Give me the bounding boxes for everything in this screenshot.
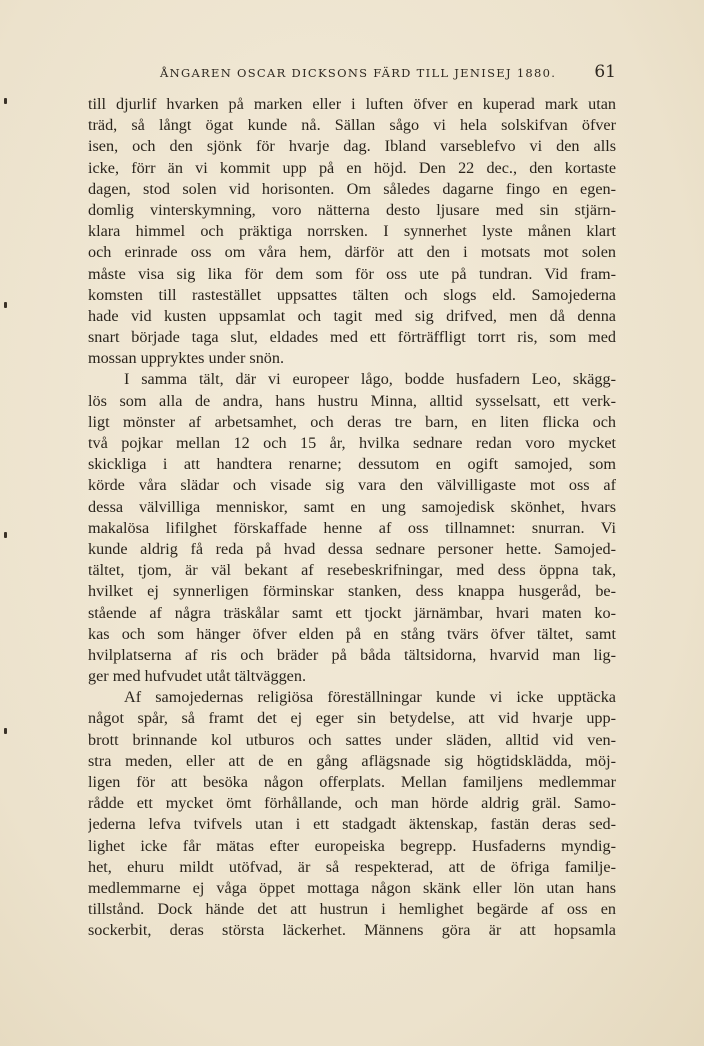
text-line: kas och som hänger öfver elden på en stång tvärs öfver tältet, samt bbox=[88, 624, 616, 643]
text-line: skickliga i att handtera renarne; dessutom en ogift samojed, som bbox=[88, 455, 616, 474]
page-edge-mark bbox=[4, 98, 7, 104]
page-edge-mark bbox=[4, 728, 7, 734]
page-edge-mark bbox=[4, 302, 7, 308]
text-line: hvilket ej synnerligen förminskar stanken, dess knappa husgeråd, be- bbox=[88, 582, 616, 601]
text-line: lighet icke får mätas efter europeiska begrepp. Husfaderns myndig- bbox=[88, 836, 616, 855]
text-line: dessa välvilliga menniskor, samt en ung samojedisk skönhet, hvars bbox=[88, 497, 616, 516]
text-line: het, ehuru mildt utöfvad, är så respekterad, att de öfriga familje- bbox=[88, 857, 616, 876]
text-line: stra meden, eller att de en gång aflägsnade sig högtidsklädda, möj- bbox=[88, 751, 616, 770]
text-line: klara himmel och präktiga norrsken. I synnerhet lyste månen klart bbox=[88, 222, 616, 241]
text-line: Af samojedernas religiösa föreställningar kunde vi icke upptäcka bbox=[124, 688, 616, 707]
text-line: lös som alla de andra, hans hustru Minna, alltid sysselsatt, ett verk- bbox=[88, 391, 616, 410]
text-line: medlemmarne ej våga öppet mottaga någon skänk eller lön utan hans bbox=[88, 878, 616, 897]
text-line: träd, så långt ögat kunde nå. Sällan sågo vi hela solskifvan öfver bbox=[88, 116, 616, 135]
text-line: rådde ett mycket ömt förhållande, och man hörde aldrig gräl. Samo- bbox=[88, 794, 616, 813]
text-line: ligen för att besöka någon offerplats. Mellan familjens medlemmar bbox=[88, 773, 616, 791]
text-line: körde våra slädar och visade sig vara den välvilligaste mot oss af bbox=[88, 476, 616, 495]
text-line: och erinrade oss om våra hem, därför att den i motsats mot solen bbox=[88, 243, 616, 262]
text-line: tältet, tjom, är väl bekant af resebeskrifningar, med dess öppna tak, bbox=[88, 561, 616, 580]
page-number: 61 bbox=[594, 62, 616, 82]
page-edge-mark bbox=[4, 532, 7, 538]
text-line: jederna lefva tvifvels utan i ett stadgadt äktenskap, fastän deras sed- bbox=[88, 815, 616, 834]
text-line: snart började taga slut, eldades med ett förträffligt torrt ris, som med bbox=[88, 328, 616, 347]
text-line: två pojkar mellan 12 och 15 år, hvilka sednare redan voro mycket bbox=[88, 434, 616, 452]
running-title: ÅNGAREN OSCAR DICKSONS FÄRD TILL JENISEJ 1880. bbox=[160, 66, 557, 80]
text-line: till djurlif hvarken på marken eller i luften öfver en kuperad mark utan bbox=[88, 95, 616, 113]
body-text bbox=[88, 94, 616, 942]
text-line: I samma tält, där vi europeer lågo, bodde husfadern Leo, skägg- bbox=[124, 370, 616, 389]
text-line: brott brinnande kol utburos och sattes under släden, alltid vid ven- bbox=[88, 730, 616, 749]
page-header bbox=[88, 62, 616, 86]
text-line: komsten till rastestället uppsattes tälten och slogs eld. Samojederna bbox=[88, 285, 616, 304]
text-line: måste visa sig lika för dem som för oss ute på tundran. Vid fram- bbox=[88, 264, 616, 283]
text-line: kunde aldrig få reda på hvad dessa sednare personer hette. Samojed- bbox=[88, 539, 616, 558]
text-line: något spår, så framt det ej eger sin betydelse, att vid hvarje upp- bbox=[88, 709, 616, 728]
text-line: tillstånd. Dock hände det att hustrun i hemlighet begärde af oss en bbox=[88, 900, 616, 919]
text-line: isen, och den sjönk för hvarje dag. Ibland varseblefvo vi den alls bbox=[88, 137, 616, 156]
text-line: dagen, stod solen vid horisonten. Om således dagarne fingo en egen- bbox=[88, 179, 616, 198]
text-line: icke, förr än vi kommit upp på en höjd. Den 22 dec., den kortaste bbox=[88, 158, 616, 177]
text-line: ligt mönster af arbetsamhet, och deras tre barn, en liten flicka och bbox=[88, 412, 616, 431]
text-line: ger med hufvudet utåt tältväggen. bbox=[88, 667, 307, 686]
text-line: stående af några träskålar samt ett tjockt järnämbar, hvari maten ko- bbox=[88, 603, 616, 622]
text-line: mossan uppryktes under snön. bbox=[88, 349, 285, 368]
text-line: makalösa lifilghet förskaffade henne af oss tillnamnet: snurran. Vi bbox=[88, 518, 616, 537]
text-line: domlig vinterskymning, voro nätterna desto ljusare med sin stjärn- bbox=[88, 200, 616, 219]
text-line: hade vid kusten uppsamlat och tagit med sig drifved, men då denna bbox=[88, 306, 616, 325]
text-line: hvilplatserna af ris och bräder på båda tältsidorna, hvarvid man lig- bbox=[88, 645, 616, 664]
text-line: sockerbit, deras största läckerhet. Männens göra är att hopsamla bbox=[88, 921, 616, 940]
